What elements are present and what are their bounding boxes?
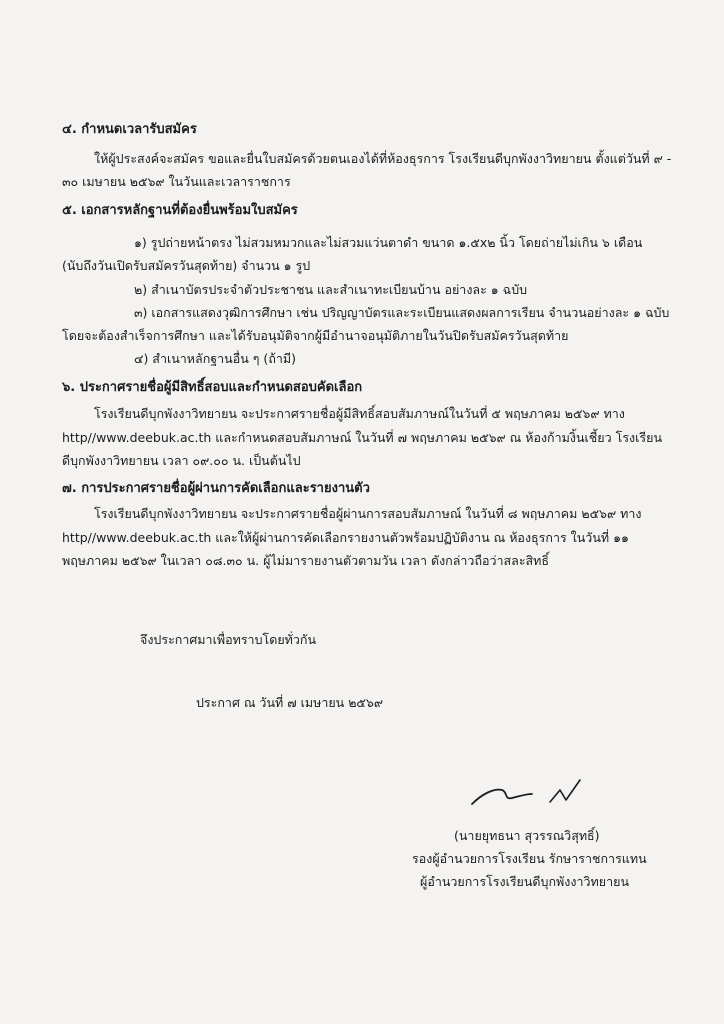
section-5-item-1-line-1: ๑) รูปถ่ายหน้าตรง ไม่สวมหมวกและไม่สวมแว่นตาดำ ขนาด ๑.๕x๒ นิ้ว โดยถ่ายไม่เกิน ๖ เดือน — [134, 235, 643, 250]
section-5-item-1-line-2: (นับถึงวันเปิดรับสมัครวันสุดท้าย) จำนวน ๑ รูป — [62, 258, 311, 273]
section-5-heading: ๕. เอกสารหลักฐานที่ต้องยื่นพร้อมใบสมัคร — [62, 203, 298, 218]
section-6-line-3: ดีบุกพังงาวิทยายน เวลา ๐๙.๐๐ น. เป็นต้นไป — [62, 453, 301, 468]
section-7-line-2: http//www.deebuk.ac.th และให้ผู้ผ่านการคัดเลือกรายงานตัวพร้อมปฏิบัติงาน ณ ห้องธุรการ ในวันที่ ๑๑ — [62, 530, 629, 545]
closing-announcement: จึงประกาศมาเพื่อทราบโดยทั่วกัน — [140, 632, 317, 647]
section-4-heading: ๔. กำหนดเวลารับสมัคร — [62, 122, 197, 137]
section-6-line-2: http//www.deebuk.ac.th และกำหนดสอบสัมภาษณ์ ในวันที่ ๗ พฤษภาคม ๒๕๖๙ ณ ห้องก้ามงิ้นเชี้ยว โรงเรียน — [62, 430, 662, 445]
section-7-line-1: โรงเรียนดีบุกพังงาวิทยายน จะประกาศรายชื่อผู้ผ่านการสอบสัมภาษณ์ ในวันที่ ๘ พฤษภาคม ๒๕๖๙ ทาง — [94, 506, 642, 521]
section-5-item-2: ๒) สำเนาบัตรประจำตัวประชาชน และสำเนาทะเบียนบ้าน อย่างละ ๑ ฉบับ — [134, 282, 528, 297]
section-4-line-1: ให้ผู้ประสงค์จะสมัคร ขอและยื่นใบสมัครด้วยตนเองได้ที่ห้องธุรการ โรงเรียนดีบุกพังงาวิทยายน ตั้งแต่วันที่ ๙ - — [94, 151, 672, 166]
signatory-name: (นายยุทธนา สุวรรณวิสุทธิ์) — [454, 828, 600, 843]
section-7-line-3: พฤษภาคม ๒๕๖๙ ในเวลา ๐๘.๓๐ น. ผู้ไม่มารายงานตัวตามวัน เวลา ดังกล่าวถือว่าสละสิทธิ์ — [62, 553, 550, 568]
handwritten-signature — [468, 772, 598, 812]
section-5-item-3-line-2: โดยจะต้องสำเร็จการศึกษา และได้รับอนุมัติจากผู้มีอำนาจอนุมัติภายในวันปิดรับสมัครวันสุดท้าย — [62, 328, 569, 343]
section-4-line-2: ๓๐ เมษายน ๒๕๖๙ ในวันและเวลาราชการ — [62, 174, 291, 189]
section-6-heading: ๖. ประกาศรายชื่อผู้มีสิทธิ์สอบและกำหนดสอบคัดเลือก — [62, 380, 363, 395]
signatory-position-2: ผู้อำนวยการโรงเรียนดีบุกพังงาวิทยายน — [420, 874, 629, 889]
section-6-line-1: โรงเรียนดีบุกพังงาวิทยายน จะประกาศรายชื่อผู้มีสิทธิ์สอบสัมภาษณ์ในวันที่ ๕ พฤษภาคม ๒๕๖๙ ทาง — [94, 406, 625, 421]
section-5-item-3-line-1: ๓) เอกสารแสดงวุฒิการศึกษา เช่น ปริญญาบัตรและระเบียนแสดงผลการเรียน จำนวนอย่างละ ๑ ฉบับ — [134, 305, 670, 320]
section-5-item-4: ๔) สำเนาหลักฐานอื่น ๆ (ถ้ามี) — [134, 351, 297, 366]
section-7-heading: ๗. การประกาศรายชื่อผู้ผ่านการคัดเลือกและรายงานตัว — [62, 481, 370, 496]
announcement-date: ประกาศ ณ วันที่ ๗ เมษายน ๒๕๖๙ — [196, 695, 383, 710]
signatory-position-1: รองผู้อำนวยการโรงเรียน รักษาราชการแทน — [412, 851, 647, 866]
